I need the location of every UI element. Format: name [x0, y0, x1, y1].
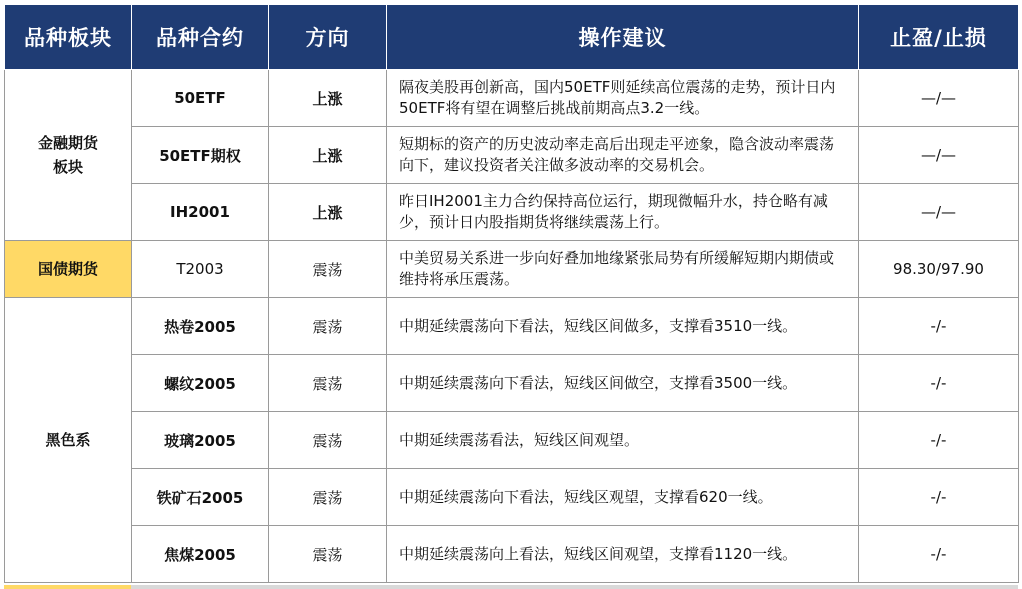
contract-cell: 螺纹2005	[132, 355, 269, 412]
stop-cell: -/-	[859, 355, 1019, 412]
advice-cell: 中期延续震荡看法，短线区间观望。	[387, 412, 859, 469]
stop-cell: —/—	[859, 184, 1019, 241]
stop-cell: -/-	[859, 526, 1019, 583]
direction-cell: 震荡	[269, 412, 387, 469]
direction-cell: 震荡	[269, 526, 387, 583]
stop-cell: 98.30/97.90	[859, 241, 1019, 298]
contract-cell: T2003	[132, 241, 269, 298]
header-row	[5, 5, 1019, 70]
stop-cell: —/—	[859, 127, 1019, 184]
direction-cell: 震荡	[269, 241, 387, 298]
contract-cell: 50ETF	[132, 70, 269, 127]
advice-cell: 中期延续震荡向下看法，短线区间做空，支撑看3500一线。	[387, 355, 859, 412]
advice-cell: 短期标的资产的历史波动率走高后出现走平迹象，隐含波动率震荡向下，建议投资者关注做多波动率的交易机会。	[387, 127, 859, 184]
stop-cell: -/-	[859, 412, 1019, 469]
table-row	[5, 526, 1019, 583]
header-stop: 止盈/止损	[859, 5, 1019, 70]
advice-cell: 中期延续震荡向上看法，短线区间观望，支撑看1120一线。	[387, 526, 859, 583]
table-row	[5, 412, 1019, 469]
table-row	[5, 469, 1019, 526]
stop-cell: -/-	[859, 298, 1019, 355]
table-row	[5, 70, 1019, 127]
direction-cell: 上涨	[269, 184, 387, 241]
sector-bond: 国债期货	[5, 241, 132, 298]
header-sector: 品种板块	[5, 5, 132, 70]
direction-cell: 震荡	[269, 298, 387, 355]
direction-cell: 震荡	[269, 469, 387, 526]
direction-cell: 上涨	[269, 127, 387, 184]
table-row	[5, 298, 1019, 355]
bottom-accent	[4, 585, 131, 589]
table-row	[5, 184, 1019, 241]
stop-cell: —/—	[859, 70, 1019, 127]
contract-cell: 焦煤2005	[132, 526, 269, 583]
strategy-table	[4, 4, 1019, 583]
header-contract: 品种合约	[132, 5, 269, 70]
contract-cell: 铁矿石2005	[132, 469, 269, 526]
header-advice: 操作建议	[387, 5, 859, 70]
advice-cell: 中期延续震荡向下看法，短线区间做多，支撑看3510一线。	[387, 298, 859, 355]
stop-cell: -/-	[859, 469, 1019, 526]
contract-cell: IH2001	[132, 184, 269, 241]
sector-financial	[5, 70, 132, 241]
sector-financial-label: 金融期货 板块	[37, 134, 98, 176]
header-direction: 方向	[269, 5, 387, 70]
advice-cell: 昨日IH2001主力合约保持高位运行，期现微幅升水，持仓略有减少，预计日内股指期货将继续震荡上行。	[387, 184, 859, 241]
advice-cell: 中期延续震荡向下看法，短线区观望，支撑看620一线。	[387, 469, 859, 526]
bottom-divider	[4, 585, 1018, 589]
table-row	[5, 355, 1019, 412]
contract-cell: 热卷2005	[132, 298, 269, 355]
sector-black: 黑色系	[5, 298, 132, 583]
advice-cell: 中美贸易关系进一步向好叠加地缘紧张局势有所缓解短期内期债或维持将承压震荡。	[387, 241, 859, 298]
direction-cell: 上涨	[269, 70, 387, 127]
contract-cell: 50ETF期权	[132, 127, 269, 184]
table-row	[5, 241, 1019, 298]
contract-cell: 玻璃2005	[132, 412, 269, 469]
advice-cell: 隔夜美股再创新高，国内50ETF则延续高位震荡的走势，预计日内50ETF将有望在调整后挑战前期高点3.2一线。	[387, 70, 859, 127]
direction-cell: 震荡	[269, 355, 387, 412]
table-row	[5, 127, 1019, 184]
